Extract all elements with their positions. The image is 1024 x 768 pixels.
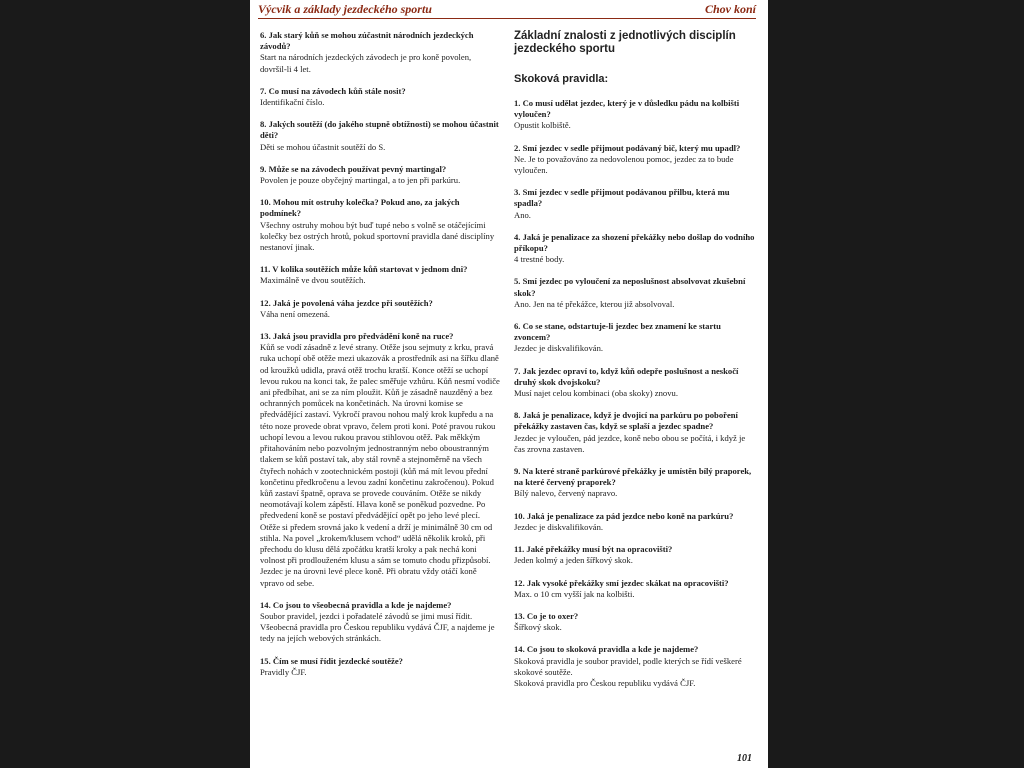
question: 1. Co musí udělat jezdec, který je v důsledku pádu na kolbišti vyloučen? [514,98,740,120]
question: 10. Mohou mít ostruhy kolečka? Pokud ano, za jakých podmínek? [260,197,460,219]
answer-paragraph: Ano. [514,209,531,220]
answer-paragraph: Jeden kolmý a jeden šířkový skok. [514,555,633,566]
answer [260,342,500,588]
answer [514,154,756,176]
answer [514,488,756,499]
answer-paragraph: Pravidly ČJF. [260,666,307,677]
qa-item [514,366,756,400]
running-header [258,2,756,19]
answer [260,142,500,153]
answer-paragraph: Povolen je pouze obyčejný martingal, a to jen při parkúru. [260,175,461,186]
answer [260,175,500,186]
qa-item [514,410,756,455]
qa-item [514,644,756,689]
question: 12. Jak vysoké překážky smí jezdec skákat na opracovišti? [514,577,729,588]
qa-item [260,656,500,678]
question: 14. Co jsou to skoková pravidla a kde je najdeme? [514,644,699,655]
question: 12. Jaká je povolená váha jezdce při soutěžích? [260,297,433,308]
book-page [250,0,768,768]
answer [514,299,756,310]
question: 11. Jaké překážky musí být na opracovišti? [514,544,673,555]
qa-item [260,600,500,645]
answer-paragraph: Start na národních jezdeckých závodech je pro koně povolen, dovršil-li 4 let. [260,52,472,74]
qa-item [514,143,756,177]
question: 6. Co se stane, odstartuje-li jezdec bez znamení ke startu zvoncem? [514,321,721,343]
qa-item [514,276,756,310]
question: 8. Jaká je penalizace, když je dvojicí na parkúru po poboření překážky zastaven čas, když se splaší a jezdec spadne? [514,410,738,432]
question: 10. Jaká je penalizace za pád jezdce nebo koně na parkúru? [514,510,734,521]
right-column [514,30,756,700]
answer-paragraph: Ne. Je to považováno za nedovolenou pomoc, jezdec za to bude vyloučen. [514,153,734,176]
answer-paragraph: Skoková pravidla je soubor pravidel, podle kterých se řídí veškeré skokové soutěže. [514,655,742,677]
answer-paragraph: Kůň se vodí zásadně z levé strany. Otěže jsou sejmuty z krku, pravá ruka uchopí obě otěže mezi ukazovák a prostředník asi na šířku dlaně od kroužků udidla, pravá otěž trochu kratší. Konce otěží se uchopí levou rukou na konci tak, že palec směřuje vzhůru. Kůň nesmí vodiče ani předbíhat, ani se za ním ploužit. Kůň je zásadně nauzděný a bez ochranných pomůcek na končetinách. Na úrovni komise se předvádějící zastaví. Vykročí pravou nohou malý krok kupředu a na této noze provede obrat vpravo, čelem proti koni. Poté pravou rukou uchopí levou a levou rukou pravou stihlovou otěž. Pak měkkým přitahováním nebo pozvolným jednostranným nebo oboustranným tlakem se kůň postaví tak, aby stál rovně a stejnoměrně na všech čtyřech nohách v zootechnickém postoji (kůň má mít levou přední končetinu předkročenu a levou zadní končetinu zakročenou). Pokud kůň zastaví špatně, oprava se provede couváním. Otěže se nikdy neomotávají kolem zápěstí. Hlava koně se poněkud pozvedne. Po předvedení koně se postaví předvádějící opět po jeho levé plecí. Otěže si předem srovná jako k vedení a drží je minimálně 30 cm od stihla. Na povel „krokem/klusem vchod“ udělá několik kroků, při přechodu do klusu dělá zpočátku kratší kroky a pak nechá koni volnost při prodlouženém klusu a sám se tomuto chodu přizpůsobí. Jezdec je na úrovni levé plece koně. Při obratu vždy otáčí koně vpravo od sebe. [260,342,500,588]
answer [514,522,756,533]
answer-paragraph: Soubor pravidel, jezdci i pořadatelé závodů se jimi musí řídit. Všeobecná pravidla pro Českou republiku vydává ČJF, a najdeme je tedy na jejích webových stránkách. [260,610,495,644]
right-qa-list [514,98,756,689]
answer [260,309,500,320]
left-column [260,30,500,689]
answer-paragraph: Opustit kolbiště. [514,120,571,131]
answer-paragraph: Všechny ostruhy mohou být buď tupé nebo s volně se otáčejícími kolečky bez ostrých hrotů, pokud sportovní pravidla dané disciplíny nestanoví jinak. [260,219,495,253]
answer-paragraph: Maximálně ve dvou soutěžích. [260,275,366,286]
question: 14. Co jsou to všeobecná pravidla a kde je najdeme? [260,599,452,610]
qa-item [260,119,500,153]
question: 3. Smí jezdec v sedle přijmout podávanou přilbu, která mu spadla? [514,187,730,209]
qa-item [514,611,756,633]
qa-item [514,578,756,600]
answer [260,220,500,254]
answer [514,343,756,354]
answer-paragraph: Skoková pravidla pro Českou republiku vydává ČJF. [514,677,696,688]
answer [514,120,756,131]
answer-paragraph: Váha není omezená. [260,308,330,319]
answer [514,555,756,566]
answer-paragraph: Šířkový skok. [514,622,562,633]
question: 8. Jakých soutěží (do jakého stupně obtížnosti) se mohou účastnit děti? [260,119,499,141]
answer-paragraph: Jezdec je diskvalifikován. [514,343,604,354]
answer [260,52,500,74]
question: 13. Jaká jsou pravidla pro předvádění koně na ruce? [260,331,454,342]
answer [260,667,500,678]
qa-item [260,264,500,286]
question: 7. Jak jezdec opraví to, když kůň odepře poslušnost a neskočí druhý skok dvojskoku? [514,365,739,387]
answer [260,611,500,645]
question: 11. V kolika soutěžích může kůň startovat v jednom dni? [260,264,468,275]
answer-paragraph: Musí najet celou kombinaci (oba skoky) znovu. [514,388,678,399]
question: 9. Může se na závodech používat pevný martingal? [260,163,447,174]
answer [514,388,756,399]
section-subheading: Skoková pravidla: [514,73,609,85]
qa-item [514,544,756,566]
answer-paragraph: Max. o 10 cm vyšší jak na kolbišti. [514,588,635,599]
qa-item [514,232,756,266]
question: 4. Jaká je penalizace za shození překážky nebo došlap do vodního příkopu? [514,231,755,254]
answer-paragraph: Identifikační číslo. [260,97,325,108]
qa-item [260,86,500,108]
qa-item [260,298,500,320]
answer-paragraph: Děti se mohou účastnit soutěží do S. [260,141,386,152]
qa-item [260,164,500,186]
answer-paragraph: Ano. Jen na té překážce, kterou již absolvoval. [514,298,675,309]
page-number: 101 [737,753,752,764]
answer [514,254,756,265]
question: 2. Smí jezdec v sedle přijmout podávaný bič, který mu upadl? [514,142,741,153]
qa-item [260,331,500,589]
answer-paragraph: Jezdec je vyloučen, pád jezdce, koně nebo obou se počítá, i když je čas zrovna zastaven. [514,432,746,454]
qa-item [514,187,756,221]
qa-item [514,511,756,533]
qa-item [260,197,500,253]
question: 9. Na které straně parkúrové překážky je umístěn bílý praporek, na které červený praporek? [514,466,752,488]
question: 13. Co je to oxer? [514,610,579,621]
question: 7. Co musí na závodech kůň stále nosit? [260,85,406,96]
answer [260,97,500,108]
section-heading: Základní znalosti z jednotlivých disciplín jezdeckého sportu [514,30,736,55]
answer-paragraph: Bílý nalevo, červený napravo. [514,488,618,499]
answer [514,656,756,690]
answer-paragraph: 4 trestné body. [514,254,565,265]
qa-item [514,321,756,355]
answer [514,622,756,633]
answer-paragraph: Jezdec je diskvalifikován. [514,521,604,532]
question: 5. Smí jezdec po vyloučení za neposlušnost absolvovat zkušební skok? [514,276,746,298]
qa-item [514,98,756,132]
qa-item [260,30,500,75]
answer [514,589,756,600]
answer [514,433,756,455]
question: 6. Jak starý kůň se mohou zúčastnit národních jezdeckých závodů? [260,30,474,52]
question: 15. Čím se musí řídit jezdecké soutěže? [260,655,403,666]
answer [514,210,756,221]
header-right-title: Chov koní [704,2,756,16]
header-left-title: Výcvik a základy jezdeckého sportu [258,2,432,16]
answer [260,275,500,286]
qa-item [514,466,756,500]
